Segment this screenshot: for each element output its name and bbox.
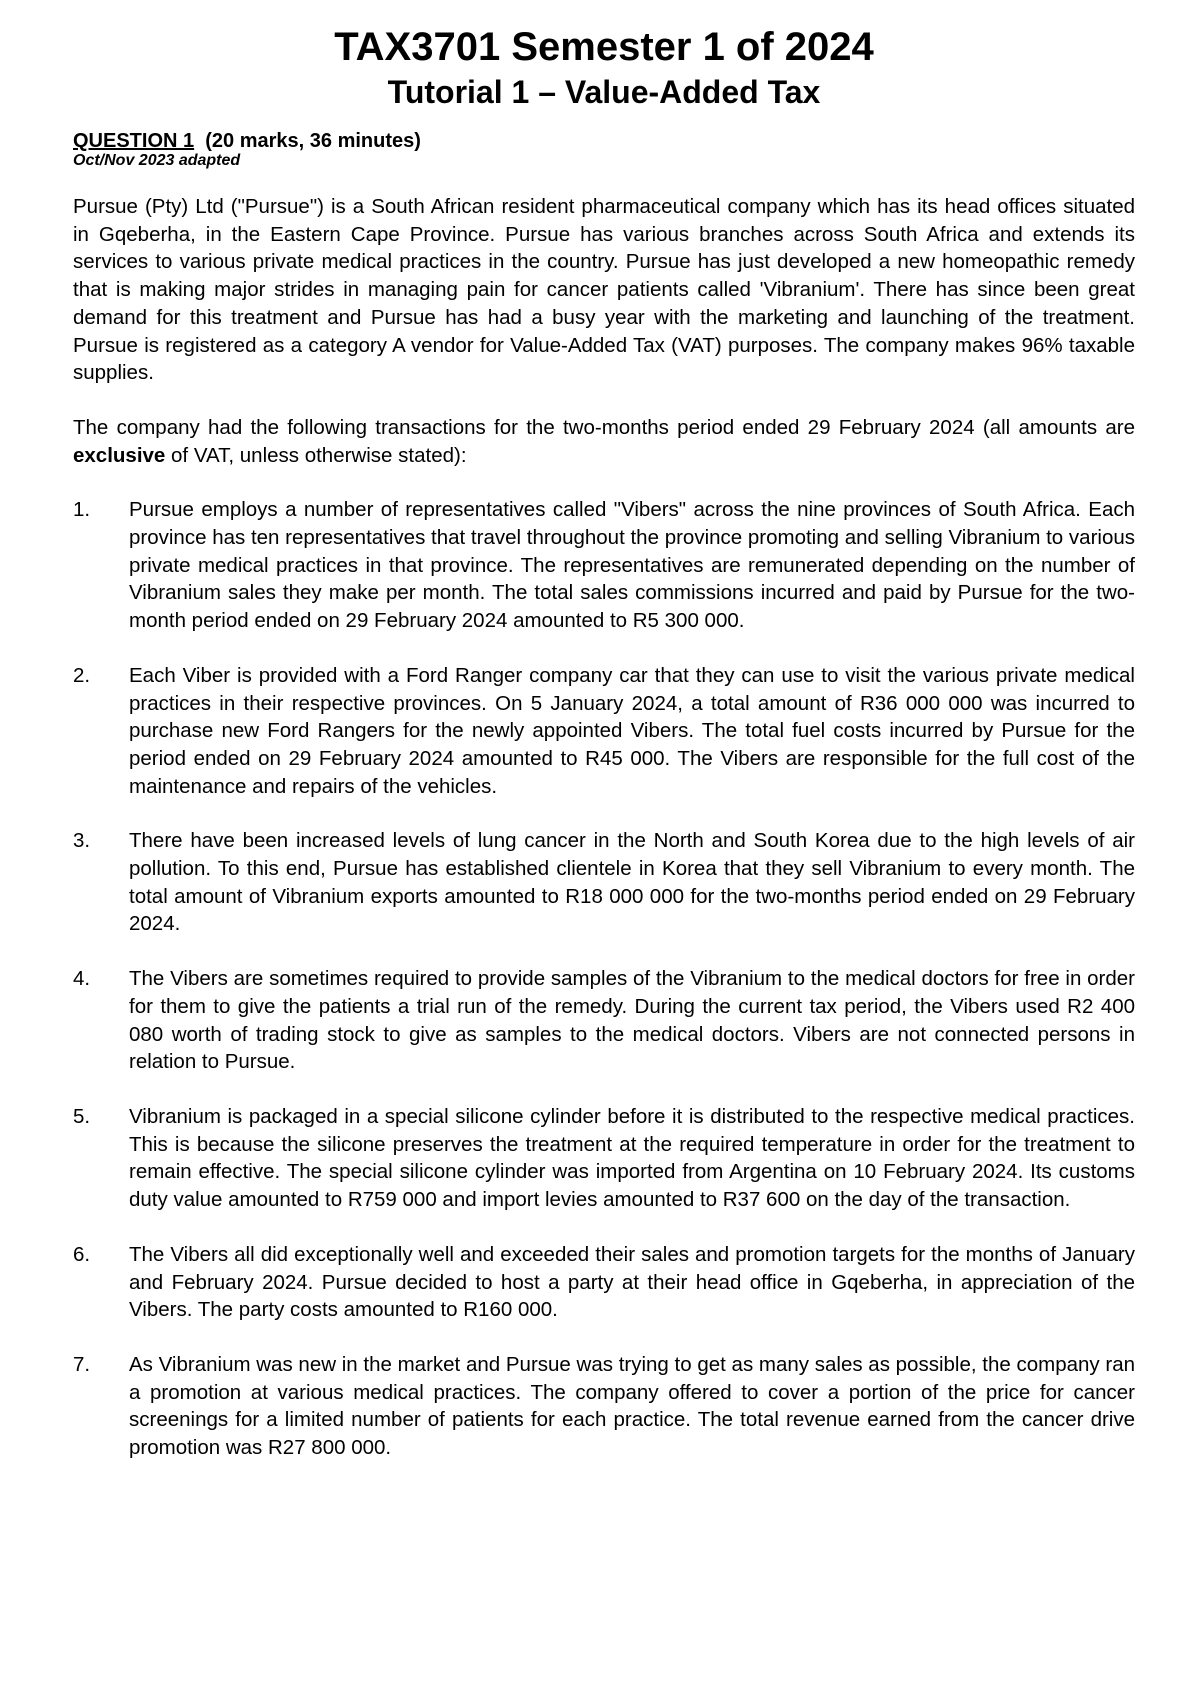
question-heading: [73, 130, 1135, 152]
transaction-item-6: [73, 1241, 1135, 1324]
document-subtitle: Tutorial 1 – Value-Added Tax: [387, 74, 821, 110]
item-text: As Vibranium was new in the market and Pursue was trying to get as many sales as possible, the company ran a promotion at various medical practices. The company offered to cover a portion of the price for cancer screenings for a limited number of patients for each practice. The total revenue earned from the cancer drive promotion was R27 800 000.: [129, 1352, 1135, 1460]
transactions-intro: [73, 414, 1135, 469]
item-number: 7.: [73, 1352, 91, 1376]
transaction-item-1: [73, 496, 1135, 635]
item-number: 3.: [73, 829, 91, 853]
item-text: Vibranium is packaged in a special silicone cylinder before it is distributed to the respective medical practices. This is because the silicone preserves the treatment at the required temperature in order for the treatment to remain effective. The special silicone cylinder was imported from Argentina on 10 February 2024. Its customs duty value amounted to R759 000 and import levies amounted to R37 600 on the day of the transaction.: [129, 1104, 1135, 1212]
transaction-item-7: [73, 1351, 1135, 1462]
item-number: 1.: [73, 498, 91, 522]
item-number: 2.: [73, 663, 91, 687]
item-number: 4.: [73, 967, 91, 991]
item-text: There have been increased levels of lung cancer in the North and South Korea due to the high levels of air pollution. To this end, Pursue has established clientele in Korea that they sell Vibranium to every month. The total amount of Vibranium exports amounted to R18 000 000 for the two-months period ended on 29 February 2024.: [129, 829, 1135, 936]
item-number: 5.: [73, 1104, 91, 1128]
document-title: TAX3701 Semester 1 of 2024: [334, 25, 874, 69]
transactions-intro-after: of VAT, unless otherwise stated):: [165, 443, 467, 467]
transaction-item-2: [73, 662, 1135, 801]
question-number: QUESTION 1: [73, 130, 195, 152]
document-page: [73, 22, 1135, 1489]
item-text: Each Viber is provided with a Ford Ranger company car that they can use to visit the various private medical practices in their respective provinces. On 5 January 2024, a total amount of R36 000 000 was incurred to purchase new Ford Rangers for the newly appointed Vibers. The total fuel costs incurred by Pursue for the period ended on 29 February 2024 amounted to R45 000. The Vibers are responsible for the full cost of the maintenance and repairs of the vehicles.: [129, 663, 1135, 798]
item-text: Pursue employs a number of representatives called "Vibers" across the nine provinces of South Africa. Each province has ten representatives that travel throughout the province promoting and selling Vibranium to various private medical practices in that province. The representatives are remunerated depending on the number of Vibranium sales they make per month. The total sales commissions incurred and paid by Pursue for the two-month period ended on 29 February 2024 amounted to R5 300 000.: [129, 498, 1135, 633]
item-text: The Vibers are sometimes required to provide samples of the Vibranium to the medical doctors for free in order for them to give the patients a trial run of the remedy. During the current tax period, the Vibers used R2 400 080 worth of trading stock to give as samples to the medical doctors. Vibers are not connected persons in relation to Pursue.: [129, 967, 1135, 1074]
question-marks: (20 marks, 36 minutes): [205, 130, 421, 152]
transaction-item-3: [73, 827, 1135, 938]
intro-paragraph: Pursue (Pty) Ltd ("Pursue") is a South African resident pharmaceutical company which has its head offices situated in Gqeberha, in the Eastern Cape Province. Pursue has various branches across South Africa and extends its services to various private medical practices in the country. Pursue has just developed a new homeopathic remedy that is making major strides in managing pain for cancer patients called 'Vibranium'. There has since been great demand for this treatment and Pursue has had a busy year with the marketing and launching of the treatment. Pursue is registered as a category A vendor for Value-Added Tax (VAT) purposes. The company makes 96% taxable supplies.: [73, 195, 1135, 385]
transaction-item-4: [73, 965, 1135, 1076]
transactions-intro-bold: exclusive: [73, 443, 166, 467]
transaction-list: [73, 496, 1135, 1461]
item-text: The Vibers all did exceptionally well and exceeded their sales and promotion targets for the months of January and February 2024. Pursue decided to host a party at their head office in Gqeberha, in appreciation of the Vibers. The party costs amounted to R160 000.: [129, 1242, 1135, 1322]
transaction-item-5: [73, 1103, 1135, 1214]
transactions-intro-before: The company had the following transactions for the two-months period ended 29 February 2024 (all amounts are: [73, 415, 1135, 439]
question-source: Oct/Nov 2023 adapted: [73, 152, 241, 169]
item-number: 6.: [73, 1242, 91, 1266]
